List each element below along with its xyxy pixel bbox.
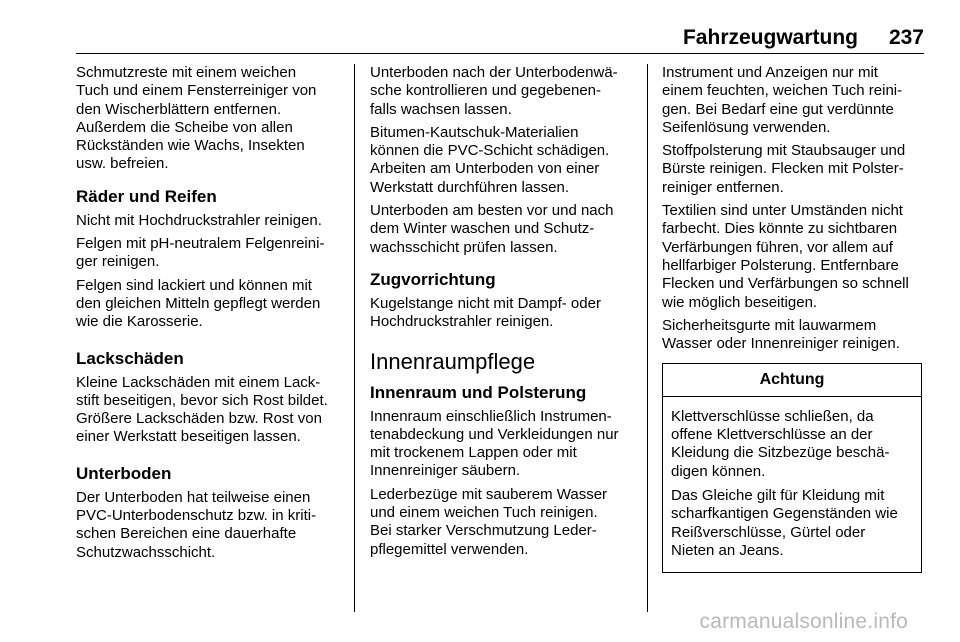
paragraph: Unterboden am besten vor und nach dem Winter waschen und Schutz- wachsschicht prüfen lassen. xyxy=(370,202,614,256)
section-heading-unterboden: Unterboden xyxy=(76,463,172,483)
column-2 xyxy=(370,64,638,564)
chapter-heading-innen: Innenraumpflege xyxy=(370,348,536,374)
page-number: 237 xyxy=(888,26,924,49)
warning-paragraph: Das Gleiche gilt für Kleidung mit scharfkantigen Gegenständen wie Reißverschlüsse, Gürtel oder Nieten an Jeans. xyxy=(671,486,898,559)
header-rule xyxy=(76,53,924,54)
warning-title: Achtung xyxy=(663,364,921,396)
warning-paragraph: Klettverschlüsse schließen, da offene Klettverschlüsse an der Kleidung die Sitzbezüge beschä- digen können. xyxy=(671,407,890,480)
paragraph: Felgen sind lackiert und können mit den gleichen Mitteln gepflegt werden wie die Karosserie. xyxy=(76,276,321,331)
paragraph: Schmutzreste mit einem weichen Tuch und einem Fensterreiniger von den Wischerblättern entfernen. Außerdem die Scheibe von allen Rückständen wie Wachs, Insekten usw. befreien. xyxy=(76,64,317,173)
page-header xyxy=(76,26,924,52)
column-3 xyxy=(662,64,926,573)
warning-box xyxy=(662,363,922,573)
column-divider xyxy=(354,64,355,612)
paragraph: Der Unterboden hat teilweise einen PVC-Unterbodenschutz bzw. in kriti- schen Bereichen eine dauerhafte Schutzwachsschicht. xyxy=(76,488,317,561)
warning-body xyxy=(663,397,921,572)
paragraph: Kleine Lackschäden mit einem Lack- stift beseitigen, bevor sich Rost bildet. Größere Lackschäden bzw. Rost von einer Werkstatt beseitigen lassen. xyxy=(76,373,328,446)
section-heading-polster: Innenraum und Polsterung xyxy=(370,382,587,402)
paragraph: Lederbezüge mit sauberem Wasser und einem weichen Tuch reinigen. Bei starker Verschmutzung Leder- pflegemittel verwenden. xyxy=(370,485,608,558)
column-1 xyxy=(76,64,348,567)
paragraph: Unterboden nach der Unterbodenwä- sche kontrollieren und gegebenen- falls wachsen lassen. xyxy=(370,64,618,118)
paragraph: Stoffpolsterung mit Staubsauger und Bürste reinigen. Flecken mit Polster- reiniger entfernen. xyxy=(662,142,906,196)
section-heading-raeder: Räder und Reifen xyxy=(76,186,217,206)
section-heading-zug: Zugvorrichtung xyxy=(370,269,496,289)
paragraph: Kugelstange nicht mit Dampf- oder Hochdruckstrahler reinigen. xyxy=(370,294,601,331)
section-heading-lack: Lackschäden xyxy=(76,348,184,368)
paragraph: Innenraum einschließlich Instrumen- tenabdeckung und Verkleidungen nur mit trockenem Lappen oder mit Innenreiniger säubern. xyxy=(370,407,619,480)
column-divider xyxy=(647,64,648,612)
paragraph: Instrument und Anzeigen nur mit einem feuchten, weichen Tuch reini- gen. Bei Bedarf eine gut verdünnte Seifenlösung verwenden. xyxy=(662,64,903,136)
paragraph: Felgen mit pH-neutralem Felgenreini- ger reinigen. xyxy=(76,235,325,271)
watermark: carmanualsonline.info xyxy=(699,610,908,633)
paragraph: Nicht mit Hochdruckstrahler reinigen. xyxy=(76,211,322,229)
paragraph: Bitumen-Kautschuk-Materialien können die PVC-Schicht schädigen. Arbeiten am Unterboden von einer Werkstatt durchführen lassen. xyxy=(370,123,610,196)
chapter-title: Fahrzeugwartung xyxy=(682,26,858,49)
paragraph: Sicherheitsgurte mit lauwarmem Wasser oder Innenreiniger reinigen. xyxy=(662,316,900,353)
paragraph: Textilien sind unter Umständen nicht farbecht. Dies könnte zu sichtbaren Verfärbungen führen, vor allem auf hellfarbiger Polsterung. Entfernbare Flecken und Verfärbungen so schnell wie möglich beseitigen. xyxy=(662,202,909,311)
